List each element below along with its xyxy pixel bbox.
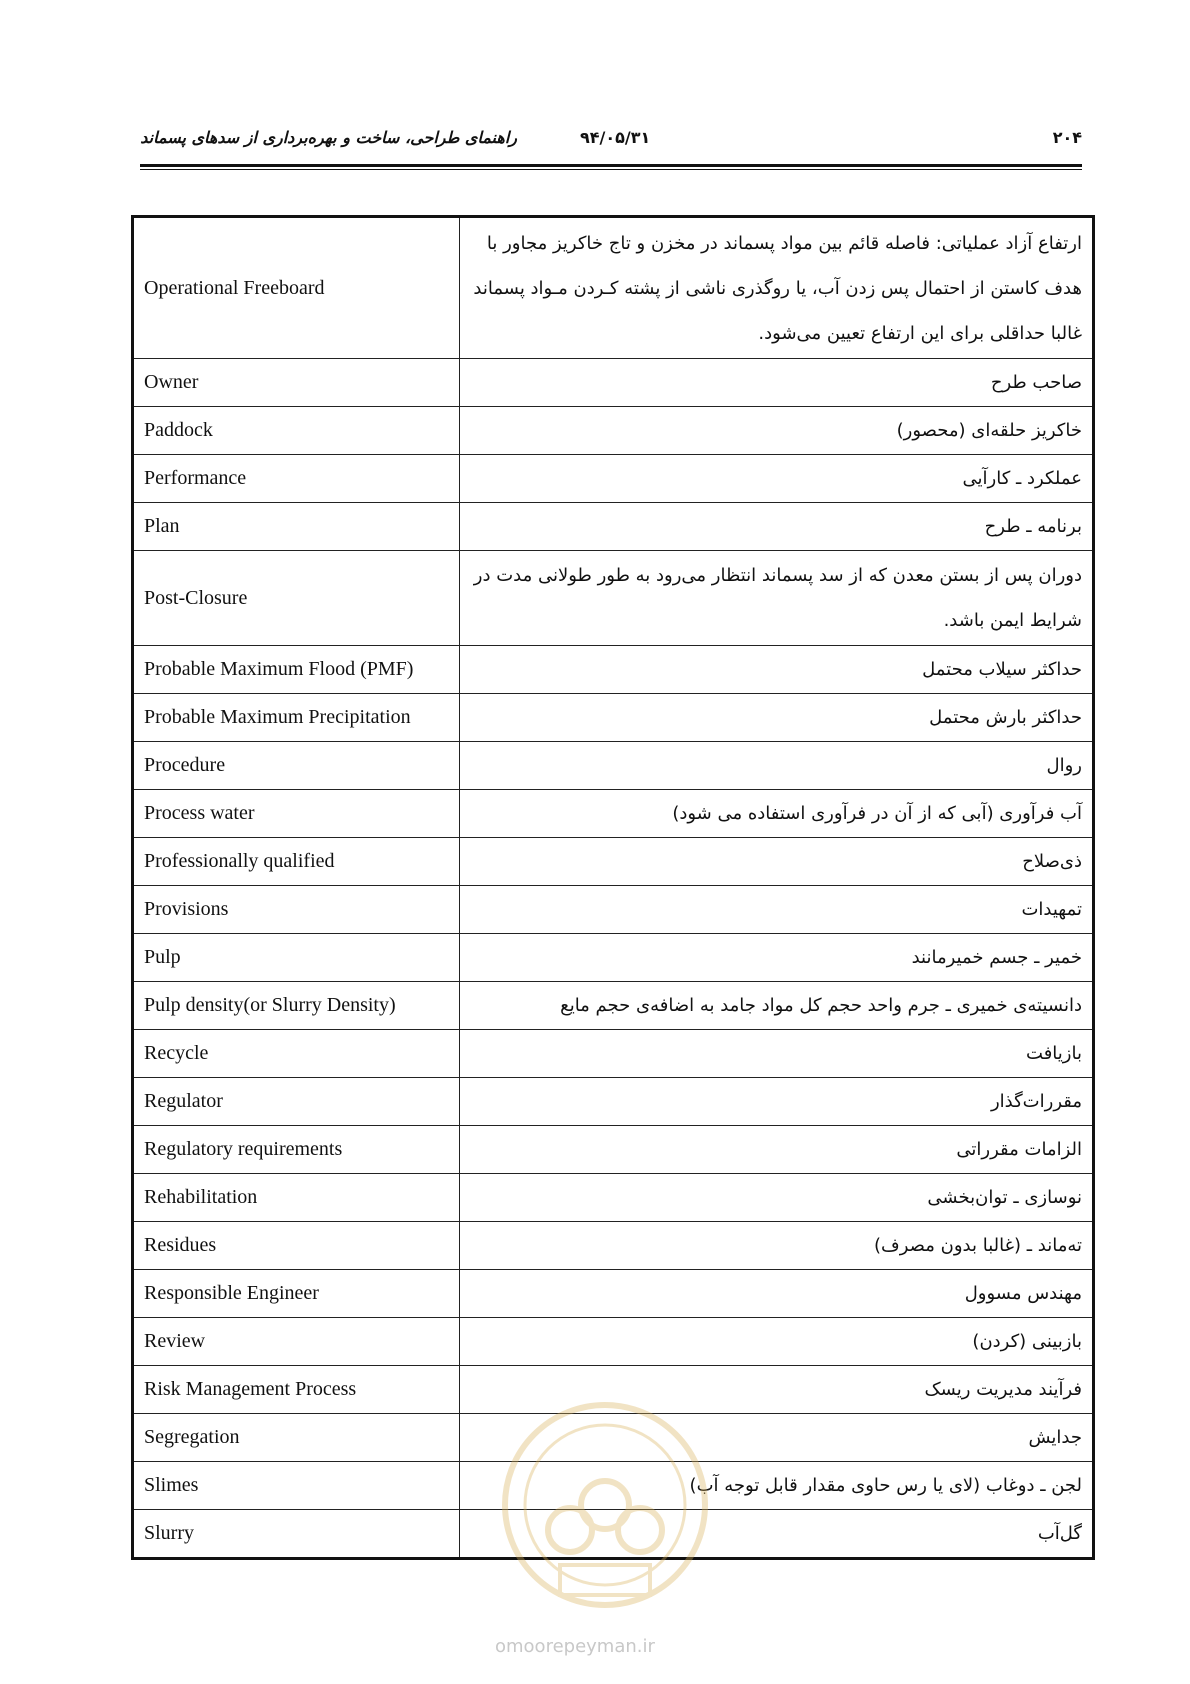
table-row — [133, 407, 1094, 455]
term-english: Slimes — [133, 1462, 460, 1510]
term-persian: تمهیدات — [460, 886, 1094, 934]
table-row — [133, 934, 1094, 982]
header-rule — [140, 164, 1082, 167]
running-header — [140, 126, 1082, 156]
table-row — [133, 742, 1094, 790]
term-persian: برنامه ـ طرح — [460, 503, 1094, 551]
table-row — [133, 838, 1094, 886]
term-english: Regulator — [133, 1078, 460, 1126]
table-row — [133, 1126, 1094, 1174]
term-english: Paddock — [133, 407, 460, 455]
term-english: Recycle — [133, 1030, 460, 1078]
header-date: ۹۴/۰۵/۳۱ — [580, 128, 651, 147]
term-english: Segregation — [133, 1414, 460, 1462]
glossary-table — [131, 215, 1095, 1560]
table-row — [133, 1030, 1094, 1078]
term-persian: صاحب طرح — [460, 359, 1094, 407]
table-row — [133, 359, 1094, 407]
term-english: Procedure — [133, 742, 460, 790]
table-row — [133, 1318, 1094, 1366]
table-row — [133, 1174, 1094, 1222]
term-english: Pulp — [133, 934, 460, 982]
table-row — [133, 455, 1094, 503]
term-persian: الزامات مقرراتی — [460, 1126, 1094, 1174]
table-row — [133, 1510, 1094, 1559]
term-english: Probable Maximum Flood (PMF) — [133, 646, 460, 694]
term-persian: نوسازی ـ توان‌بخشی — [460, 1174, 1094, 1222]
table-row — [133, 1270, 1094, 1318]
table-row — [133, 790, 1094, 838]
table-row — [133, 1366, 1094, 1414]
term-persian: جدایش — [460, 1414, 1094, 1462]
term-persian: خاکریز حلقه‌ای (محصور) — [460, 407, 1094, 455]
watermark-url: omoorepeyman.ir — [495, 1636, 655, 1657]
term-english: Residues — [133, 1222, 460, 1270]
term-english: Provisions — [133, 886, 460, 934]
term-persian: دوران پس از بستن معدن که از سد پسماند انتظار می‌رود به طور طولانی مدت در شرایط ایمن باشد. — [460, 551, 1094, 646]
term-persian: ذی‌صلاح — [460, 838, 1094, 886]
term-english: Owner — [133, 359, 460, 407]
header-rule-thin — [140, 169, 1082, 170]
term-english: Probable Maximum Precipitation — [133, 694, 460, 742]
table-row — [133, 1078, 1094, 1126]
term-english: Operational Freeboard — [133, 217, 460, 359]
term-persian: ارتفاع آزاد عملیاتی: فاصله قائم بین مواد پسماند در مخزن و تاج خاکریز مجاور با هدف کاستن از احتمال پس زدن آب، یا روگذری ناشی از پشته کـردن مـواد پسماند غالبا حداقلی برای این ارتفاع تعیین می‌شود. — [460, 217, 1094, 359]
term-english: Pulp density(or Slurry Density) — [133, 982, 460, 1030]
term-persian: روال — [460, 742, 1094, 790]
table-row — [133, 1222, 1094, 1270]
table-row — [133, 886, 1094, 934]
term-persian: مقررات‌گذار — [460, 1078, 1094, 1126]
term-persian: لجن ـ دوغاب (لای یا رس حاوی مقدار قابل توجه آب) — [460, 1462, 1094, 1510]
table-row — [133, 1414, 1094, 1462]
term-persian: آب فرآوری (آبی که از آن در فرآوری استفاده می شود) — [460, 790, 1094, 838]
term-persian: حداکثر سیلاب محتمل — [460, 646, 1094, 694]
term-english: Review — [133, 1318, 460, 1366]
term-english: Slurry — [133, 1510, 460, 1559]
term-persian: بازیافت — [460, 1030, 1094, 1078]
term-english: Regulatory requirements — [133, 1126, 460, 1174]
table-row — [133, 646, 1094, 694]
term-persian: حداکثر بارش محتمل — [460, 694, 1094, 742]
term-english: Responsible Engineer — [133, 1270, 460, 1318]
table-row — [133, 551, 1094, 646]
table-row — [133, 217, 1094, 359]
term-english: Performance — [133, 455, 460, 503]
term-persian: ته‌ماند ـ (غالبا بدون مصرف) — [460, 1222, 1094, 1270]
term-english: Plan — [133, 503, 460, 551]
term-english: Rehabilitation — [133, 1174, 460, 1222]
book-title: راهنمای طراحی، ساخت و بهره‌برداری از سدهای پسماند — [140, 128, 517, 147]
term-persian: عملکرد ـ کارآیی — [460, 455, 1094, 503]
table-row — [133, 694, 1094, 742]
table-row — [133, 503, 1094, 551]
term-persian: دانسیته‌ی خمیری ـ جرم واحد حجم کل مواد جامد به اضافه‌ی حجم مایع — [460, 982, 1094, 1030]
term-english: Professionally qualified — [133, 838, 460, 886]
page-number: ۲۰۴ — [1052, 128, 1082, 147]
term-persian: بازبینی (کردن) — [460, 1318, 1094, 1366]
term-english: Risk Management Process — [133, 1366, 460, 1414]
table-row — [133, 1462, 1094, 1510]
term-english: Process water — [133, 790, 460, 838]
table-row — [133, 982, 1094, 1030]
term-persian: گل‌آب — [460, 1510, 1094, 1559]
term-english: Post-Closure — [133, 551, 460, 646]
term-persian: خمیر ـ جسم خمیرمانند — [460, 934, 1094, 982]
term-persian: مهندس مسوول — [460, 1270, 1094, 1318]
term-persian: فرآیند مدیریت ریسک — [460, 1366, 1094, 1414]
